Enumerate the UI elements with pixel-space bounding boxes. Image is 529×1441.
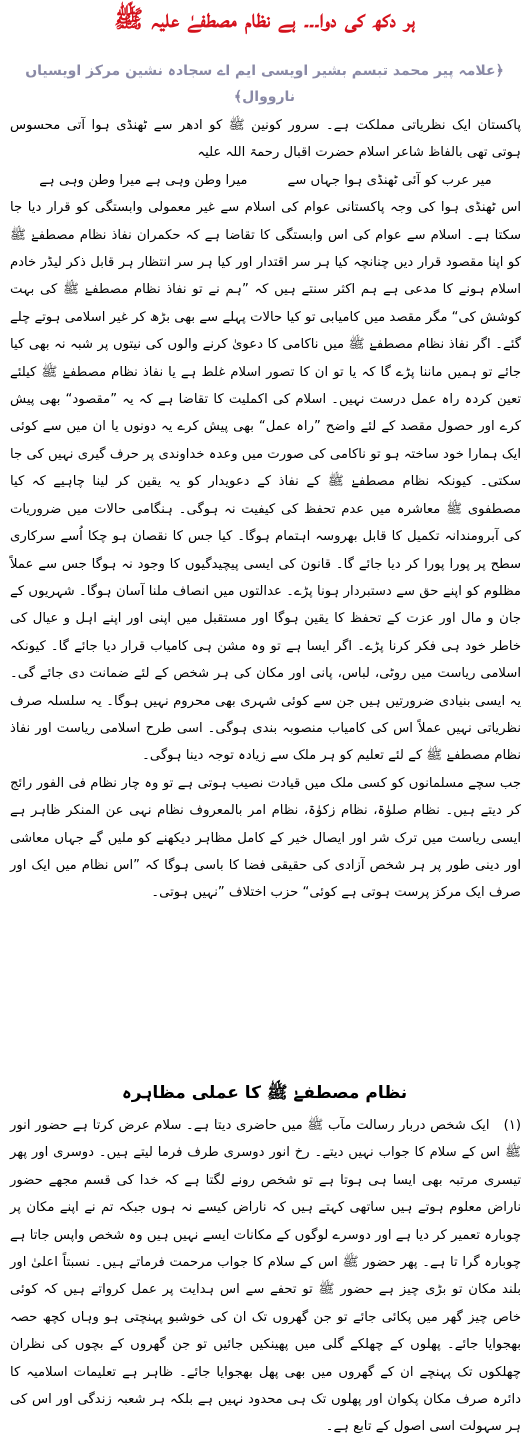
item-number: (۱) <box>503 1118 521 1133</box>
author-byline: ﴿علامہ پیر محمد تبسم بشیر اویسی ایم اے سجادہ نشین مرکز اویسیاں نارووال﴾ <box>25 63 504 105</box>
poetry-couplet <box>10 167 521 194</box>
intro-paragraph: پاکستان ایک نظریاتی مملکت ہے۔ سرور کونین ﷺ کو ادھر سے ٹھنڈی ہوا آتی محسوس ہوتی تھی بالفاظ شاعر اسلام حضرت اقبال رحمۃ اللہ علیہ <box>10 118 521 161</box>
section-paragraph-text: ایک شخص دربار رسالت مآب ﷺ میں حاضری دیتا ہے۔ سلام عرض کرتا ہے حضور انور ﷺ اس کے سلام کا جواب نہیں دیتے۔ رخ انور دوسری طرف فرما لیتے ہیں۔ دوسری اور پھر تیسری مرتبہ بھی ایسا ہی ہوتا ہے تو شخص رونے لگتا ہے کہ خدا کی قسم مجھے حضور ناراض معلوم ہوتے ہیں ساتھی کہتے ہیں کہ ناراض کیسے نہ ہوں جبکہ تم نے اپنے مکان پر چوبارہ تعمیر کر دیا ہے اور دوسرے لوگوں کے مکانات ایسے نہیں ہیں وہ شخص واپس جاتا ہے چوبارہ گرا تا ہے۔ پھر حضور ﷺ اس کے سلام کا جواب مرحمت فرماتے ہیں۔ نسبتاً اعلیٰ اور بلند مکان تو بڑی چیز ہے حضور ﷺ تو تحفے سے اس ہدایت پر عمل کرواتے ہیں کہ کوئی خاص چیز گھر میں پکائی جائے تو جن گھروں تک ان کی خوشبو پہنچتی ہو وہاں کچھ حصہ بھجوایا جائے۔ پھلوں کے چھلکے گلی میں پھینکیں جائیں تو جن گھروں کے بچوں کی نظران چھلکوں تک پہنچے ان کے گھروں میں بھی پھل بھجوایا جائے۔ ظاہر ہے تعلیمات اسلامیہ کا دائرہ صرف مکان پکوان اور پھلوں تک ہی محدود نہیں ہے بلکہ ہر شعبہ زندگی اور اس کی ہر سہولت اسی اصول کے تابع ہے۔ <box>10 1118 521 1435</box>
section-body <box>10 1112 521 1441</box>
section-heading: نظام مصطفےٰ ﷺ کا عملی مظاہرہ <box>121 1083 408 1103</box>
verse-line-b: میرا وطن وہی ہے میرا وطن وہی ہے <box>39 172 248 188</box>
article-title: ہر دکھ کی دوا۔۔۔ ہے نظام مصطفےٰ علیہ ﷺ <box>114 4 415 33</box>
article-body <box>10 112 521 907</box>
verse-line-a: میر عرب کو آئی ٹھنڈی ہوا جہاں سے <box>287 172 492 188</box>
body-paragraph: اس ٹھنڈی ہوا کی وجہ پاکستانی عوام کی اسلام سے غیر معمولی وابستگی کو قرار دیا جا سکتا ہے۔ اسلام سے عوام کی اس وابستگی کا تقاضا ہے کہ حکمران نفاذ نظام مصطفےٰ ﷺ کو اپنا مقصود قرار دیں چنانچہ کیا ہر سر اقتدار اور کیا ہر سر انتظار ہر قابل ذکر لیڈر خادم اسلام ہونے کا مدعی ہے ہم اکثر سنتے ہیں کہ ”ہم نے تو نفاذ نظام مصطفےٰ ﷺ کی بہت کوشش کی“ مگر مقصد میں کامیابی تو کیا حالات پہلے سے بھی بڑھ کر غیر اسلامی ہوتے چلے گئے۔ اگر نفاذ نظام مصطفےٰ ﷺ میں ناکامی کا دعویٰ کرنے والوں کی نیتوں پر شبہ نہ بھی کیا جائے تو ہمیں ماننا پڑے گا کہ یا تو ان کا تصور اسلام غلط ہے یا نفاذ نظام مصطفےٰ ﷺ کیلئے تعین کردہ راہ عمل درست نہیں۔ اسلام کی اکملیت کا تقاضا ہے کہ یہ ”مقصود“ بھی پیش کرے اور حصول مقصد کے لئے واضح ”راہ عمل“ بھی پیش کرے یہ دونوں یا ان میں سے کوئی ایک ہمارا خود ساختہ ہو تو ناکامی کی صورت میں وعدہ خداوندی پر حرف گیری نہیں کی جا سکتی۔ کیونکہ نظام مصطفےٰ ﷺ کے نفاذ کے دعویدار کو یہ یقین کر لینا چاہیے کہ کیا مصطفوی ﷺ معاشرہ میں عدم تحفظ کی کیفیت نہ ہوگی۔ ہنگامی حالات میں ضروریات کی آبرومندانہ تکمیل کا قابل بھروسہ اہتمام ہوگا۔ کیا جس کا نقصان ہو چکا اُسے سرکاری سطح پر پورا پورا کر دیا جائے گا۔ قانون کی ایسی پیچیدگیوں کا وجود نہ ہوگا جس سے عملاً مظلوم کو اپنے حق سے دستبردار ہونا پڑے۔ عدالتوں میں انصاف ملنا آسان ہوگا۔ شہریوں کے جان و مال اور عزت کے تحفظ کا یقین ہوگا اور مستقبل میں اپنی اور اپنے اہل و عیال کی خاطر خود ہی فکر کرنا پڑے۔ اگر ایسا ہے تو وہ مشن ہی کامیاب قرار دیا جائے گا۔ کیونکہ اسلامی ریاست میں روٹی، لباس، پانی اور مکان کی ہر شخص کے لئے ضمانت دی جائے گی۔ یہ ایسی بنیادی ضرورتیں ہیں جن سے کوئی شہری بھی محروم نہیں ہوگا۔ یہ سلسلہ صرف نظریاتی نہیں عملاً اس کی کامیاب منصوبہ بندی ہوگی۔ اسی طرح اسلامی ریاست اور نفاذ نظام مصطفےٰ ﷺ کے لئے تعلیم کو ہر ملک سے زیادہ توجہ دینا ہوگی۔ <box>10 200 521 764</box>
section-paragraph <box>10 1112 521 1441</box>
body-paragraph-last: جب سچے مسلمانوں کو کسی ملک میں قیادت نصیب ہوتی ہے تو وہ چار نظام فی الفور رائج کر دیتے ہیں۔ نظام صلوٰۃ، نظام زکوٰۃ، نظام امر بالمعروف نظام نہی عن المنکر ظاہر ہے ایسی ریاست میں ترک شر اور ایصال خیر کے کامل مظاہر دیکھنے کو ملیں گے جہاں معاشی اور دینی طور پر ہر شخص آزادی کی حقیقی فضا کا باسی ہوگا کہ ”اس نظام میں ایک اور صرف ایک مرکز پرست ہوتی ہے کوئی“ حزب اختلاف ”نہیں ہوتی۔ <box>10 775 521 901</box>
